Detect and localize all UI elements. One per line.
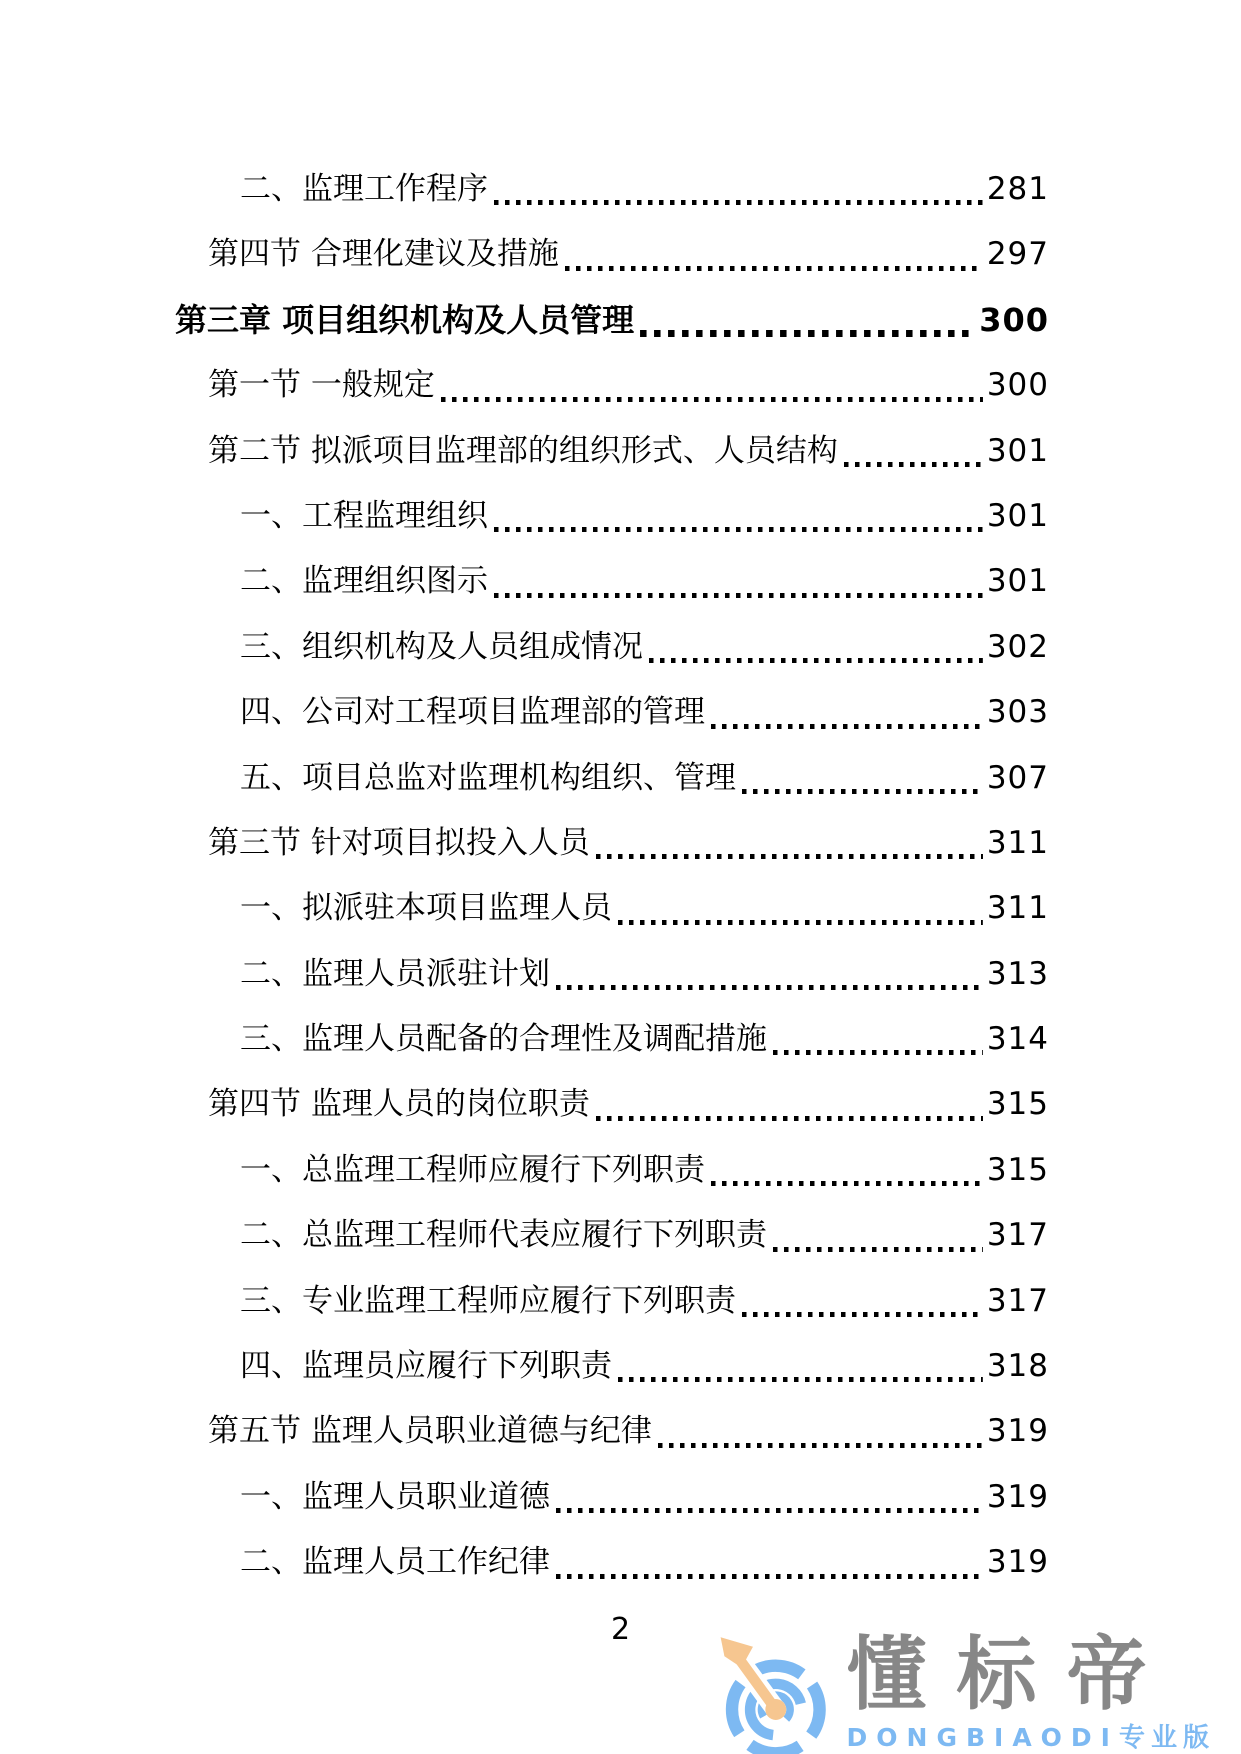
toc-entry-title: 第五节 监理人员职业道德与纪律 [208, 1413, 652, 1450]
toc-entry[interactable] [240, 876, 1049, 941]
toc-entry[interactable] [175, 288, 1049, 353]
toc-entry-title: 一、拟派驻本项目监理人员 [240, 890, 612, 927]
dot-leader [773, 1050, 983, 1055]
toc-entry-page: 317 [986, 1217, 1049, 1254]
toc-entry[interactable] [240, 942, 1049, 1007]
toc-entry-page: 315 [986, 1086, 1049, 1123]
toc-entry[interactable] [208, 1072, 1049, 1137]
watermark-brand-en: DONGBIAODI [846, 1723, 1119, 1752]
toc-entry-title: 四、公司对工程项目监理部的管理 [240, 694, 705, 731]
toc-entry-title: 三、组织机构及人员组成情况 [240, 628, 643, 665]
toc-entry[interactable] [208, 353, 1049, 418]
toc-entry-title: 二、监理工作程序 [240, 171, 488, 207]
toc-entry[interactable] [208, 419, 1049, 484]
toc-entry-title: 三、专业监理工程师应履行下列职责 [240, 1282, 736, 1319]
toc-entry[interactable] [240, 549, 1049, 614]
toc-entry-page: 311 [986, 890, 1049, 927]
dot-leader [596, 1116, 983, 1121]
toc-entry[interactable] [240, 1203, 1049, 1268]
toc-entry-title: 四、监理员应履行下列职责 [240, 1348, 612, 1385]
toc-entry[interactable] [240, 746, 1049, 811]
toc-entry[interactable] [240, 1465, 1049, 1530]
toc-entry-page: 319 [986, 1478, 1049, 1515]
toc-entry-title: 二、总监理工程师代表应履行下列职责 [240, 1217, 767, 1254]
toc-entry-page: 303 [986, 694, 1049, 731]
toc-entry-title: 一、总监理工程师应履行下列职责 [240, 1151, 705, 1188]
toc-entry-page: 313 [986, 955, 1049, 992]
toc-entry[interactable] [208, 1399, 1049, 1464]
toc-entry-title: 二、监理人员工作纪律 [240, 1544, 550, 1581]
toc-entry-page: 281 [986, 171, 1049, 207]
dot-leader [640, 330, 975, 337]
toc-entry-title: 一、监理人员职业道德 [240, 1478, 550, 1515]
toc-entry[interactable] [240, 157, 1049, 222]
toc-entry-title: 第三章 项目组织机构及人员管理 [175, 300, 635, 339]
dot-leader [742, 789, 983, 794]
dot-leader [565, 266, 983, 271]
toc-entry-page: 315 [986, 1151, 1049, 1188]
toc-entry-title: 第四节 合理化建议及措施 [208, 236, 559, 273]
toc-entry[interactable] [240, 680, 1049, 745]
toc-entry-title: 第一节 一般规定 [208, 367, 435, 404]
toc-entry-page: 301 [986, 432, 1049, 469]
dot-leader [556, 985, 983, 990]
dot-leader [441, 397, 983, 402]
toc-entry-title: 五、项目总监对监理机构组织、管理 [240, 759, 736, 796]
toc-entry-page: 319 [986, 1544, 1049, 1581]
dot-leader [618, 920, 983, 925]
toc-entry-page: 301 [986, 497, 1049, 534]
dot-leader [494, 593, 983, 598]
toc-entry-page: 314 [986, 1021, 1049, 1058]
dot-leader [844, 462, 983, 467]
toc-entry[interactable] [240, 1334, 1049, 1399]
toc-entry[interactable] [240, 1269, 1049, 1334]
dot-leader [556, 1574, 983, 1579]
toc-entry-page: 311 [986, 824, 1049, 861]
dot-leader [658, 1443, 983, 1448]
dot-leader [494, 200, 983, 205]
dot-leader [494, 527, 983, 532]
toc-entry-title: 第三节 针对项目拟投入人员 [208, 824, 590, 861]
toc-entry[interactable] [240, 484, 1049, 549]
toc-entry[interactable] [208, 811, 1049, 876]
toc-entry-title: 二、监理人员派驻计划 [240, 955, 550, 992]
toc-entry-page: 300 [986, 367, 1049, 404]
toc-entry-page: 300 [979, 300, 1049, 339]
watermark-brand-cn: 懂标帝 [846, 1628, 1177, 1721]
dot-leader [773, 1247, 983, 1252]
watermark-text [846, 1628, 1215, 1754]
toc-entry[interactable] [240, 1007, 1049, 1072]
toc-entry-page: 297 [986, 236, 1049, 273]
toc-entry[interactable] [208, 222, 1049, 287]
watermark-edition: 专业版 [1118, 1723, 1215, 1753]
toc-entry-page: 317 [986, 1282, 1049, 1319]
toc-entry[interactable] [240, 615, 1049, 680]
toc-entry-title: 第四节 监理人员的岗位职责 [208, 1086, 590, 1123]
dot-leader [556, 1508, 983, 1513]
toc-entry[interactable] [240, 1138, 1049, 1203]
dot-leader [649, 658, 983, 663]
watermark-logo [713, 1628, 1215, 1754]
dot-leader [742, 1312, 983, 1317]
toc-entry-page: 319 [986, 1413, 1049, 1450]
toc-entry-title: 第二节 拟派项目监理部的组织形式、人员结构 [208, 432, 838, 469]
toc-entry-title: 一、工程监理组织 [240, 497, 488, 534]
toc-entry-page: 318 [986, 1348, 1049, 1385]
toc-entry[interactable] [240, 1530, 1049, 1595]
dot-leader [711, 724, 983, 729]
toc-entry-title: 三、监理人员配备的合理性及调配措施 [240, 1021, 767, 1058]
dot-leader [596, 854, 983, 859]
toc-entry-page: 302 [986, 628, 1049, 665]
dot-leader [618, 1377, 983, 1382]
dot-leader [711, 1181, 983, 1186]
toc-entry-page: 301 [986, 563, 1049, 600]
page-number: 2 [610, 1611, 631, 1647]
toc-entry-title: 二、监理组织图示 [240, 563, 488, 600]
toc-entry-page: 307 [986, 759, 1049, 796]
dongbiaodi-target-icon [713, 1636, 831, 1754]
